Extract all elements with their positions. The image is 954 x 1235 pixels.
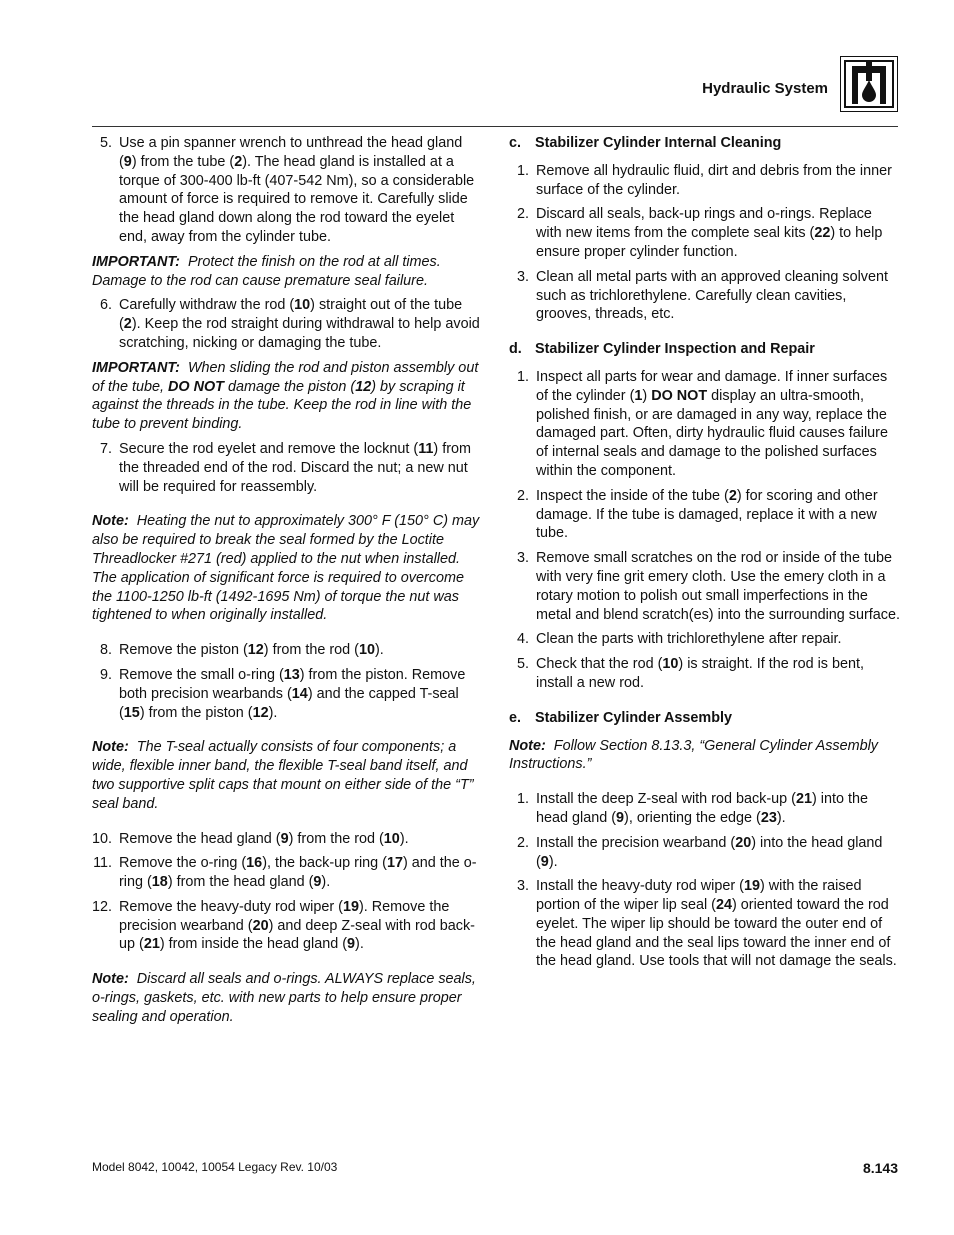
step-10: 10. Remove the head gland (9) from the rod (10). [91,830,409,847]
left-column [92,134,482,1033]
step-8: 8. Remove the piston (12) from the rod (10). [99,642,384,659]
step-c2: 2. Discard all seals, back-up rings and o-rings. Replace with new items from the complete seal kits (22) to help ensure proper cylinder function. [516,206,883,260]
step-c1: 1. Remove all hydraulic fluid, dirt and debris from the inner surface of the cylinder. [516,162,892,198]
step-12: 12. Remove the heavy-duty rod wiper (19). Remove the precision wearband (20) and deep Z-seal with rod back-up (21) from inside the head gland (9). [91,898,475,953]
page-number: 8.143 [862,1160,898,1176]
hydraulic-press-icon [840,56,898,112]
step-d1: 1. Inspect all parts for wear and damage. If inner surfaces of the cylinder (1) DO NOT display an ultra-smooth, polished finish, or are damaged in any way, replace the damaged part. Often, dirty hydraulic fluid causes failure of internal seals and damage to the polished surfaces within the component. [516,368,888,479]
step-5: 5. Use a pin spanner wrench to unthread the head gland (9) from the tube (2). The head gland is installed at a torque of 300-400 lb-ft (407-542 Nm), so a considerable amount of force is required to remove it. Carefully slide the head gland down along the rod toward the eyelet end, away from the cylinder tube. [99,135,475,245]
note-follow-section: Note: Follow Section 8.13.3, “General Cylinder Assembly Instructions.” [509,737,878,773]
step-e2: 2. Install the precision wearband (20) into the head gland (9). [516,834,883,870]
section-c-heading: c. Stabilizer Cylinder Internal Cleaning [509,135,782,151]
step-11: 11. Remove the o-ring (16), the back-up ring (17) and the o-ring (18) from the head gland (9). [93,855,477,891]
important-note-1: IMPORTANT: Protect the finish on the rod at all times. Damage to the rod can cause premature seal failure. [92,253,441,289]
note-discard-seals: Note: Discard all seals and o-rings. ALWAYS replace seals, o-rings, gaskets, etc. with new parts to help ensure proper sealing and operation. [92,971,476,1025]
important-note-2: IMPORTANT: When sliding the rod and piston assembly out of the tube, DO NOT damage the piston (12) by scraping it against the threads in the tube. Keep the rod in line with the tube to prevent binding. [92,359,479,433]
step-d2: 2. Inspect the inside of the tube (2) for scoring and other damage. If the tube is damaged, replace it with a new tube. [516,487,878,542]
step-d3: 3. Remove small scratches on the rod or inside of the tube with very fine grit emery cloth. Use the emery cloth in a rotary motion to polish out small imperfections in the metal and blend scratch(es) into the surrounding surface. [516,550,900,623]
step-6: 6. Carefully withdraw the rod (10) straight out of the tube (2). Keep the rod straight during withdrawal to help avoid scratching, nicking or damaging the tube. [99,297,480,351]
step-d5: 5. Check that the rod (10) is straight. If the rod is bent, install a new rod. [516,656,864,691]
step-7: 7. Secure the rod eyelet and remove the locknut (11) from the threaded end of the rod. Discard the nut; a new nut will be required for reassembly. [99,440,471,495]
page-header-title: Hydraulic System [702,80,828,97]
section-e-heading: e. Stabilizer Cylinder Assembly [509,709,733,726]
footer-model-info: Model 8042, 10042, 10054 Legacy Rev. 10/03 [92,1160,338,1174]
note-tseal: Note: The T-seal actually consists of four components; a wide, flexible inner band, the flexible T-seal band itself, and two supportive split caps that mount on either side of the “T” seal band. [92,739,474,812]
step-e1: 1. Install the deep Z-seal with rod back-up (21) into the head gland (9), orienting the edge (23). [516,791,868,826]
step-e3: 3. Install the heavy-duty rod wiper (19) with the raised portion of the wiper lip seal (24) oriented toward the rod eyelet. The wiper lip should be toward the outer end of the head gland and the seal lips toward the inner end of the head gland. Use tools that will not damage the seals. [516,878,897,970]
step-9: 9. Remove the small o-ring (13) from the piston. Remove both precision wearbands (14) and the capped T-seal (15) from the piston (12). [99,666,466,721]
right-column [509,134,901,977]
step-d4: 4. Clean the parts with trichlorethylene after repair. [516,631,842,648]
header-divider [92,126,898,127]
note-heating: Note: Heating the nut to approximately 300° F (150° C) may also be required to break the seal formed by the Loctite Threadlocker #271 (red) applied to the nut when installed. The application of significant force is required to overcome the 1100-1250 lb-ft (1492-1695 Nm) of torque the nut was tightened to when originally installed. [92,513,480,624]
step-c3: 3. Clean all metal parts with an approved cleaning solvent such as trichlorethylene. Carefully clean cavities, grooves, threads, etc. [516,268,888,323]
section-d-heading: d. Stabilizer Cylinder Inspection and Repair [509,341,815,358]
